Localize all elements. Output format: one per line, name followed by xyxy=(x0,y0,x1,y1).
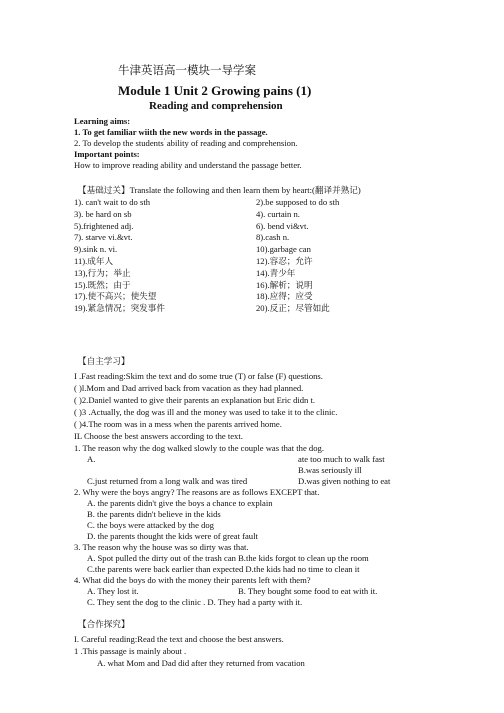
vocab-item: 11).成年人 xyxy=(74,256,114,266)
vocab-item: 12).容忍；允许 xyxy=(256,256,313,266)
important-points-heading: Important points: xyxy=(74,149,140,159)
tf-question-4: ( )4.The room was in a mess when the parents arrived home. xyxy=(74,419,282,429)
page-title-chinese: 牛津英语高一模块一导学案 xyxy=(118,65,256,77)
unit-title: Module 1 Unit 2 Growing pains (1) xyxy=(118,83,312,98)
question-2-option-d: D. the parents thought the kids were of great fault xyxy=(87,531,258,541)
aims-heading: Learning aims: xyxy=(74,116,131,126)
tf-question-3: ( )3 .Actually, the dog was ill and the money was used to take it to the clinic. xyxy=(74,407,338,417)
question-4-options-cd: C. They sent the dog to the clinic . D. They had a party with it. xyxy=(87,597,303,607)
vocab-item: 4). curtain n. xyxy=(256,208,300,219)
vocab-item: 6). bend vi&vt. xyxy=(256,220,309,231)
coop-question-1: 1 .This passage is mainly about . xyxy=(74,646,187,656)
question-3: 3. The reason why the house was so dirty was that. xyxy=(74,542,249,552)
question-3-options-cd: C.the parents were back earlier than expected D.the kids had no time to clean it xyxy=(87,564,360,574)
question-2: 2. Why were the boys angry? The reasons are as follows EXCEPT that. xyxy=(74,487,320,497)
vocab-item: 10).garbage can xyxy=(256,244,311,255)
vocab-item: 13),行为；举止 xyxy=(74,267,131,278)
vocab-item: 19).紧急情况；突发事件 xyxy=(74,303,165,314)
fast-reading-heading: I .Fast reading:Skim the text and do some true (T) or false (F) questions. xyxy=(74,371,323,381)
vocab-item: 15).既然；由于 xyxy=(74,279,131,290)
aim-item-1: 1. To get familiar wiith the new words in the passage. xyxy=(74,127,268,137)
coop-question-1-option-a: A. what Mom and Dad did after they returned from vacation xyxy=(97,658,305,668)
self-study-heading: 【自主学习】 xyxy=(78,356,130,366)
vocab-item: 14).青少年 xyxy=(256,267,296,278)
question-1-option-a-text: ate too much to walk fast xyxy=(298,454,385,464)
question-1-option-c: C.just returned from a long walk and was tired xyxy=(87,476,248,486)
important-points-text: How to improve reading ability and understand the passage better. xyxy=(74,160,302,170)
vocab-item: 18).应得；应受 xyxy=(256,291,313,302)
aim-item-2: 2. To develop the students' ability of reading and comprehension. xyxy=(74,138,298,148)
question-2-option-a: A. the parents didn't give the boys a chance to explain xyxy=(87,498,273,508)
cooperative-heading: 【合作探究】 xyxy=(78,619,130,629)
vocab-item: 5).frightened adj. xyxy=(74,220,134,231)
tf-question-1: ( )l.Mom and Dad arrived back from vacation as they had planned. xyxy=(74,383,304,393)
choose-heading: IL Choose the best answers according to the text. xyxy=(74,431,243,441)
vocab-item: 8).cash n. xyxy=(256,232,290,243)
tf-question-2: ( )2.Daniel wanted to give their parents an explanation but Eric didn t. xyxy=(74,395,316,405)
question-4: 4. What did the boys do with the money their parents left with them? xyxy=(74,575,311,585)
question-3-options-ab: A. Spot pulled the dirty out of the trash can B.the kids forgot to clean up the room xyxy=(87,553,369,563)
vocab-item: 3). be hard on sb xyxy=(74,208,132,219)
question-2-option-b: B. the parents didn't believe in the kids xyxy=(87,509,221,519)
section-subtitle: Reading and comprehension xyxy=(149,100,283,112)
vocab-item: 17).使不高兴；使失望 xyxy=(74,291,157,302)
vocab-item: 1). can't wait to do sth xyxy=(74,197,151,207)
question-1: 1. The reason why the dog walked slowly to the couple was that the dog. xyxy=(74,443,324,453)
question-2-option-c: C. the boys were attacked by the dog xyxy=(87,520,214,530)
vocab-item: 9).sink n. vi. xyxy=(74,244,118,255)
question-1-option-a: A. xyxy=(87,454,96,464)
question-1-option-b: B.was seriously ill xyxy=(298,465,362,475)
question-4-option-a: A. They lost it. xyxy=(87,586,139,596)
vocab-item: 7). starve vi.&vt. xyxy=(74,232,133,243)
careful-reading-heading: I. Careful reading:Read the text and choose the best answers. xyxy=(74,634,284,644)
vocab-item: 16).解析；说明 xyxy=(256,279,313,290)
question-1-option-d: D.was given nothing to eat xyxy=(298,476,391,486)
vocab-item: 20).反正；尽管如此 xyxy=(256,303,330,314)
vocab-item: 2).be supposed to do sth xyxy=(256,197,340,207)
question-4-option-b: B. They bought some food to eat with it. xyxy=(238,586,378,596)
vocab-heading: 【基础过关】Translate the following and then learn them by heart:(翻译并熟记) xyxy=(78,185,361,195)
